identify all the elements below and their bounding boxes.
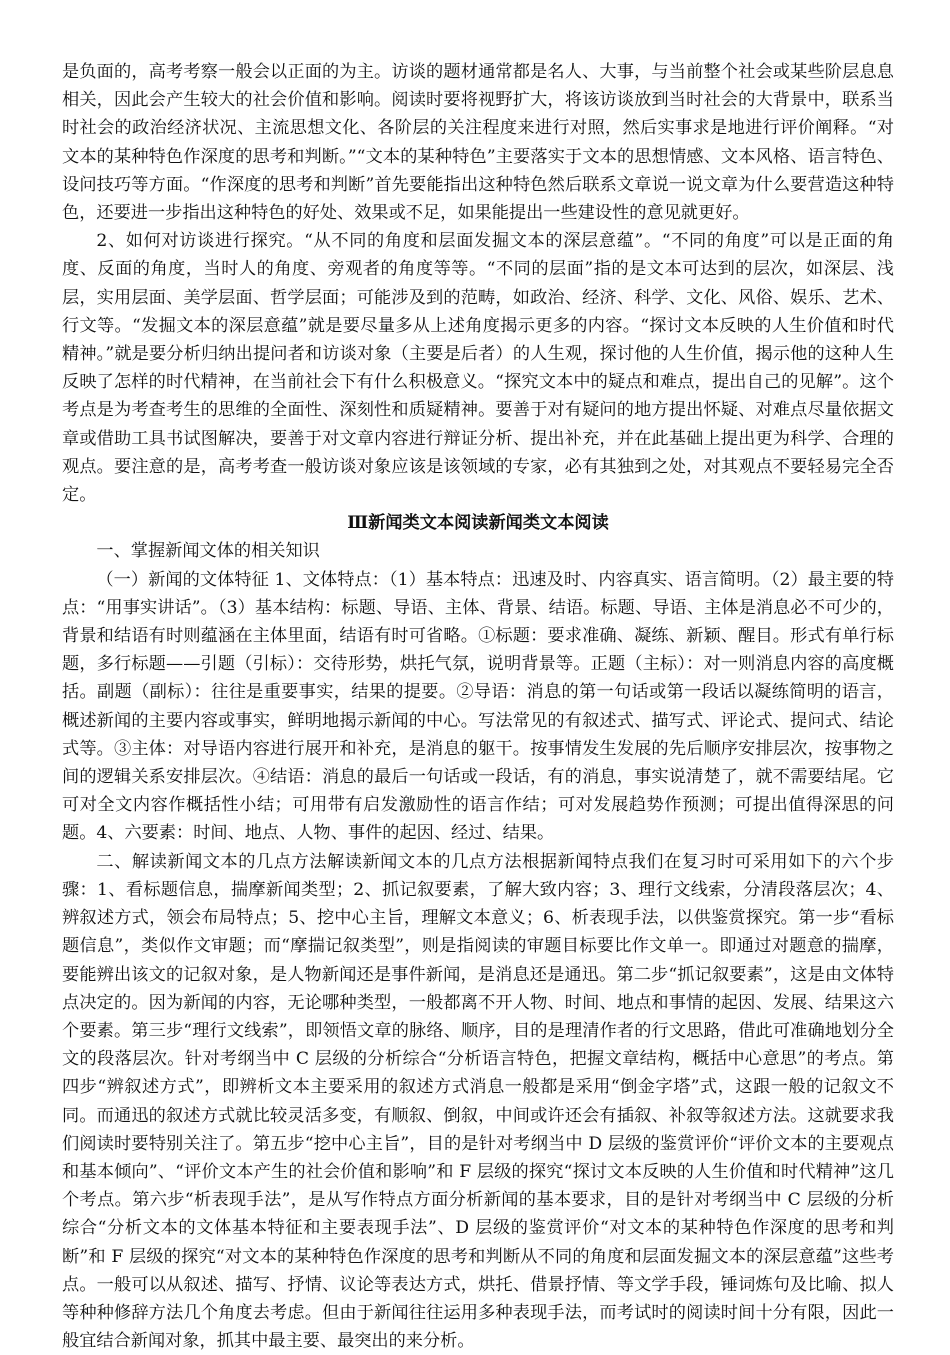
paragraph-news-reading-methods: 二、解读新闻文本的几点方法解读新闻文本的几点方法根据新闻特点我们在复习时可采用如下的六个步骤：1、看标题信息，揣摩新闻类型；2、抓记叙要素，了解大致内容；3、理行文线索，分清段落层次；4、辨叙述方式，领会布局特点；5、挖中心主旨，理解文本意义；6、析表现手法，以供鉴赏探究。第一步“看标题信息”，类似作文审题；而“摩揣记叙类型”，则是指阅读的审题目标要比作文单一。即通过对题意的揣摩，要能辨出该文的记叙对象，是人物新闻还是事件新闻，是消息还是通迅。第二步“抓记叙要素”，这是由文体特点决定的。因为新闻的内容，无论哪种类型，一般都离不开人物、时间、地点和事情的起因、发展、结果这六个要素。第三步“理行文线索”，即领悟文章的脉络、顺序，目的是理清作者的行文思路，借此可准确地划分全文的段落层次。针对考纲当中 C 层级的分析综合“分析语言特色，把握文章结构，概括中心意思”的考点。第四步“辨叙述方式”，即辨析文本主要采用的叙述方式消息一般都是采用“倒金字塔”式，这跟一般的记叙文不同。而通迅的叙述方式就比较灵活多变，有顺叙、倒叙，中间或许还会有插叙、补叙等叙述方法。这就要求我们阅读时要特别关注了。第五步“挖中心主旨”，目的是针对考纲当中 D 层级的鉴赏评价“评价文本的主要观点和基本倾向”、“评价文本产生的社会价值和影响”和 F 层级的探究“探讨文本反映的人生价值和时代精神”这几个考点。第六步“析表现手法”，是从写作特点方面分析新闻的基本要求，目的是针对考纲当中 C 层级的分析综合“分析文本的文体基本特征和主要表现手法”、D 层级的鉴赏评价“对文本的某种特色作深度的思考和判断”和 F 层级的探究“对文本的某种特色作深度的思考和判断从不同的角度和层面发掘文本的深层意蕴”这些考点。一般可以从叙述、描写、抒情、议论等表达方式，烘托、借景抒情、等文学手段，锤词炼句及比喻、拟人等种种修辞方法几个角度去考虑。但由于新闻往往运用多种表现手法，而考试时的阅读时间十分有限，因此一般宜结合新闻对象，抓其中最主要、最突出的来分析。 [62,851,894,1352]
document-page [62,58,894,1355]
paragraph-news-features: （一）新闻的文体特征 1、文体特点：（1）基本特点：迅速及时、内容真实、语言简明。（2）最主要的特点：“用事实讲话”。（3）基本结构：标题、导语、主体、背景、结语。标题、导语、主体是消息必不可少的，背景和结语有时则蕴涵在主体里面，结语有时可省略。①标题：要求准确、凝练、新颖、醒目。形式有单行标题，多行标题——引题（引标）：交待形势，烘托气氛，说明背景等。正题（主标）：对一则消息内容的高度概括。副题（副标）：往往是重要事实，结果的提要。②导语：消息的第一句话或第一段话以凝练简明的语言，概述新闻的主要内容或事实，鲜明地揭示新闻的中心。写法常见的有叙述式、描写式、评论式、提问式、结论式等。③主体：对导语内容进行展开和补充，是消息的躯干。按事情发生发展的先后顺序安排层次，按事物之间的逻辑关系安排层次。④结语：消息的最后一句话或一段话，有的消息，事实说清楚了，就不需要结尾。它可对全文内容作概括性小结；可用带有启发激励性的语言作结；可对发展趋势作预测；可提出值得深思的问题。4、六要素：时间、地点、人物、事件的起因、经过、结果。 [62,569,894,844]
section-heading: Ⅲ新闻类文本阅读新闻类文本阅读 [347,513,609,534]
paragraph-interview-inquiry: 2、如何对访谈进行探究。“从不同的角度和层面发掘文本的深层意蕴”。“不同的角度”可以是正面的角度、反面的角度，当时人的角度、旁观者的角度等等。“不同的层面”指的是文本可达到的层次，如深层、浅层，实用层面、美学层面、哲学层面；可能涉及到的范畴，如政治、经济、科学、文化、风俗、娱乐、艺术、行文等。“发掘文本的深层意蕴”就是要尽量多从上述角度揭示更多的内容。“探讨文本反映的人生价值和时代精神。”就是要分析归纳出提问者和访谈对象（主要是后者）的人生观，探讨他的人生价值，揭示他的这种人生反映了怎样的时代精神，在当前社会下有什么积极意义。“探究文本中的疑点和难点，提出自己的见解”。这个考点是为考查考生的思维的全面性、深刻性和质疑精神。要善于对有疑问的地方提出怀疑、对难点尽量依据文章或借助工具书试图解决，要善于对文章内容进行辩证分析、提出补充，并在此基础上提出更为科学、合理的观点。要注意的是，高考考查一般访谈对象应该是该领域的专家，必有其独到之处，对其观点不要轻易完全否定。 [62,231,894,506]
sub-heading-news-knowledge: 一、掌握新闻文体的相关知识 [96,541,320,562]
paragraph-continued: 是负面的，高考考察一般会以正面的为主。访谈的题材通常都是名人、大事，与当前整个社会或某些阶层息息相关，因此会产生较大的社会价值和影响。阅读时要将视野扩大，将该访谈放到当时社会的大背景中，联系当时社会的政治经济状况、主流思想文化、各阶层的关注程度来进行对照，然后实事求是地进行评价阐释。“对文本的某种特色作深度的思考和判断。”“文本的某种特色”主要落实于文本的思想情感、文本风格、语言特色、设问技巧等方面。“作深度的思考和判断”首先要能指出这种特色然后联系文章说一说文章为什么要营造这种特色，还要进一步指出这种特色的好处、效果或不足，如果能提出一些建设性的意见就更好。 [62,62,894,224]
